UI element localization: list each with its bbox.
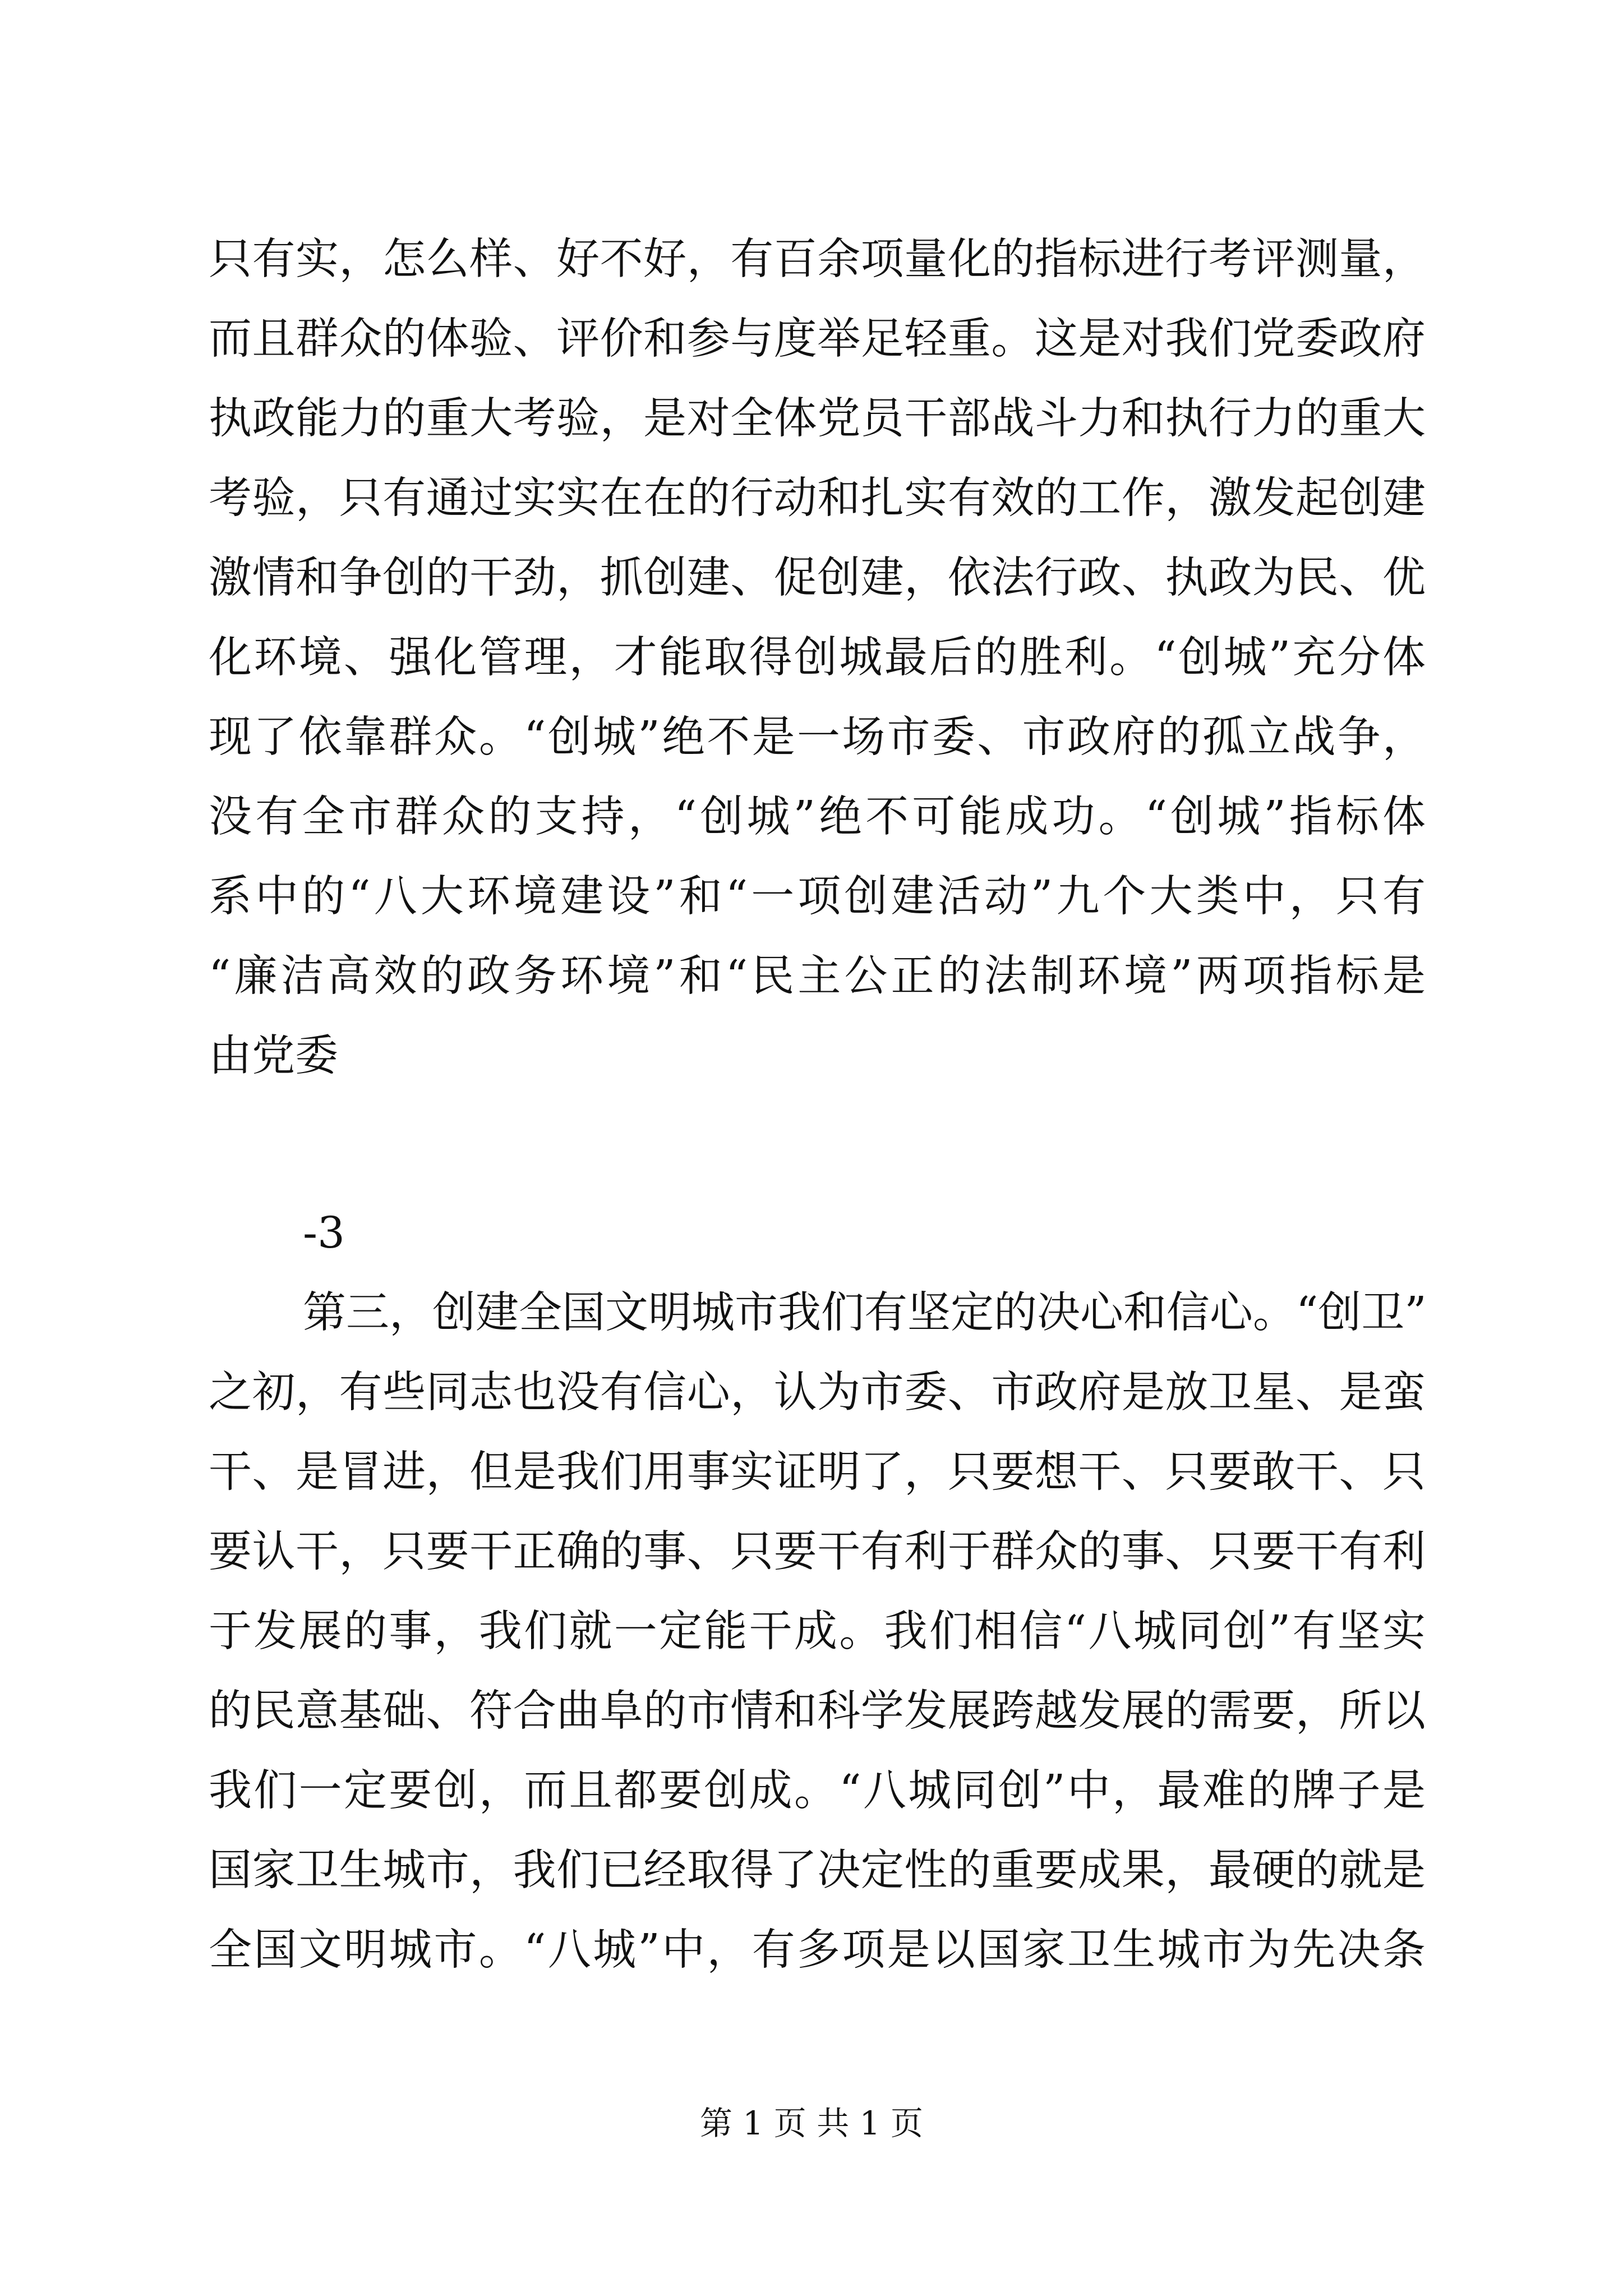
page-marker: -3 [303,1208,345,1258]
text-line: 全国文明城市。“八城”中，有多项是以国家卫生城市为先决条 [209,1925,1426,1975]
text-line: 之初，有些同志也没有信心，认为市委、市政府是放卫星、是蛮 [209,1368,1426,1418]
text-line: 现了依靠群众。“创城”绝不是一场市委、市政府的孤立战争， [209,712,1426,762]
text-line: 国家卫生城市，我们已经取得了决定性的重要成果，最硬的就是 [209,1846,1426,1895]
text-line: 执政能力的重大考验，是对全体党员干部战斗力和执行力的重大 [209,394,1426,444]
text-line: 第三，创建全国文明城市我们有坚定的决心和信心。“创卫” [303,1288,1427,1338]
paragraph-continued [209,220,1426,1096]
text-line: 考验，只有通过实实在在的行动和扎实有效的工作，激发起创建 [209,473,1426,523]
text-line: 只有实，怎么样、好不好，有百余项量化的指标进行考评测量， [209,234,1426,284]
text-line: 激情和争创的干劲，抓创建、促创建，依法行政、执政为民、优 [209,553,1426,603]
text-line: 要认干，只要干正确的事、只要干有利于群众的事、只要干有利 [209,1527,1426,1577]
paragraph-third-point [209,1273,1426,1990]
text-line: 干、是冒进，但是我们用事实证明了，只要想干、只要敢干、只 [209,1447,1426,1497]
text-line: 没有全市群众的支持，“创城”绝不可能成功。“创城”指标体 [209,792,1426,842]
text-line: 由党委 [209,1031,338,1081]
page-footer: 第 1 页 共 1 页 [700,2104,923,2142]
text-line: 的民意基础、符合曲阜的市情和科学发展跨越发展的需要，所以 [209,1686,1426,1736]
text-line: 系中的“八大环境建设”和“一项创建活动”九个大类中，只有 [209,872,1426,922]
text-line: 于发展的事，我们就一定能干成。我们相信“八城同创”有坚实 [209,1607,1426,1657]
text-line: 化环境、强化管理，才能取得创城最后的胜利。“创城”充分体 [209,633,1426,683]
text-line: 我们一定要创，而且都要创成。“八城同创”中，最难的牌子是 [209,1766,1426,1816]
text-line: “廉洁高效的政务环境”和“民主公正的法制环境”两项指标是 [209,951,1426,1001]
text-line: 而且群众的体验、评价和参与度举足轻重。这是对我们党委政府 [209,314,1426,364]
